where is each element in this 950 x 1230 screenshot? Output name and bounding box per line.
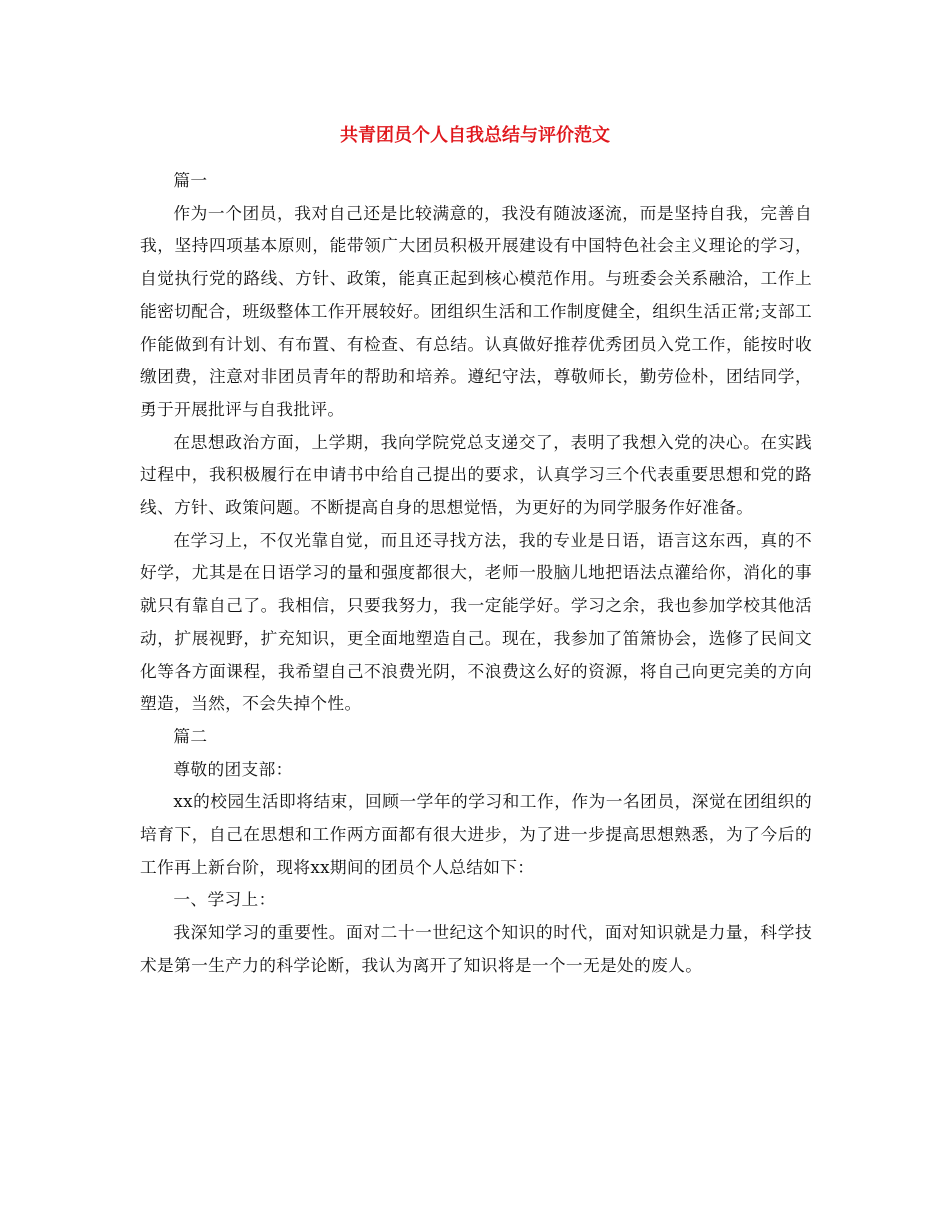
paragraph: xx的校园生活即将结束，回顾一学年的学习和工作，作为一名团员，深觉在团组织的培育下，自己在思想和工作两方面都有很大进步，为了进一步提高思想熟悉，为了今后的工作再上新台阶，现将xx期间的团员个人总结如下： [140, 791, 812, 877]
paragraph: 在学习上，不仅光靠自觉，而且还寻找方法，我的专业是日语，语言这东西，真的不好学，尤其是在日语学习的量和强度都很大，老师一股脑儿地把语法点灌给你，消化的事就只有靠自己了。我相信，只要我努力，我一定能学好。学习之余，我也参加学校其他活动，扩展视野，扩充知识，更全面地塑造自己。现在，我参加了笛箫协会，选修了民间文化等各方面课程，我希望自己不浪费光阴，不浪费这么好的资源，将自己向更完美的方向塑造，当然，不会失掉个性。 [140, 529, 812, 714]
section-heading-1: 篇一 [173, 170, 208, 190]
salutation: 尊敬的团支部： [173, 758, 293, 779]
document-title: 共青团员个人自我总结与评价范文 [340, 125, 610, 146]
paragraph: 作为一个团员，我对自己还是比较满意的，我没有随波逐流，而是坚持自我，完善自我，坚持四项基本原则，能带领广大团员积极开展建设有中国特色社会主义理论的学习，自觉执行党的路线、方针、政策，能真正起到核心模范作用。与班委会关系融洽，工作上能密切配合，班级整体工作开展较好。团组织生活和工作制度健全，组织生活正常;支部工作能做到有计划、有布置、有检查、有总结。认真做好推荐优秀团员入党工作，能按时收缴团费，注意对非团员青年的帮助和培养。遵纪守法，尊敬师长，勤劳俭朴，团结同学，勇于开展批评与自我批评。 [140, 202, 812, 419]
paragraph: 我深知学习的重要性。面对二十一世纪这个知识的时代，面对知识就是力量，科学技术是第一生产力的科学论断，我认为离开了知识将是一个一无是处的废人。 [140, 922, 812, 975]
section-heading-2: 篇二 [173, 725, 208, 746]
paragraph: 在思想政治方面，上学期，我向学院党总支递交了，表明了我想入党的决心。在实践过程中，我积极履行在申请书中给自己提出的要求，认真学习三个代表重要思想和党的路线、方针、政策问题。不断提高自身的思想觉悟，为更好的为同学服务作好准备。 [140, 431, 812, 518]
document-body [140, 164, 812, 982]
subheading: 一、学习上： [173, 889, 276, 910]
